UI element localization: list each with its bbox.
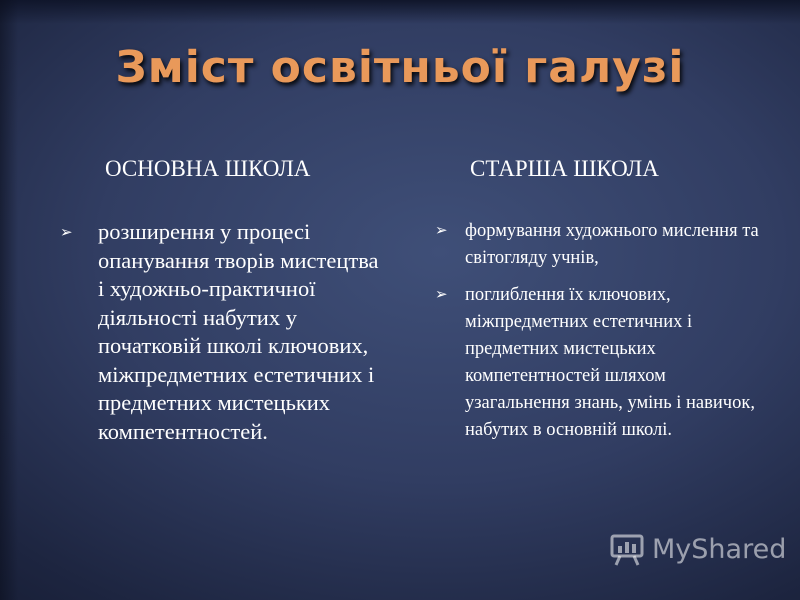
list-item-text: формування художнього мислення та світогляду учнів, — [465, 221, 759, 268]
list-item — [60, 218, 390, 446]
basic-school-list — [60, 218, 390, 446]
watermark-text: MyShared — [652, 533, 787, 565]
list-item — [435, 218, 765, 272]
myshared-watermark — [610, 532, 786, 566]
list-item-text: поглиблення їх ключових, міжпредметних естетичних і предметних мистецьких компетентностей шляхом узагальнення знань, умінь і навичок, набутих в основній школі. — [465, 285, 755, 440]
slide-title: Зміст освітньої галузі — [115, 42, 685, 93]
top-dark-band — [0, 0, 800, 24]
presentation-board-icon — [610, 532, 646, 566]
column-heading-basic-school: ОСНОВНА ШКОЛА — [105, 156, 311, 181]
senior-school-list — [435, 218, 765, 444]
arrow-bullet-icon: ➢ — [60, 223, 73, 241]
list-item — [435, 282, 765, 444]
list-item-text: розширення у процесі опанування творів мистецтва і художньо-практичної діяльності набутих у початковій школі ключових, міжпредметних естетичних і предметних мистецьких компетентностей. — [98, 219, 379, 444]
arrow-bullet-icon: ➢ — [435, 285, 448, 303]
arrow-bullet-icon: ➢ — [435, 221, 448, 239]
column-heading-senior-school: СТАРША ШКОЛА — [470, 156, 659, 181]
